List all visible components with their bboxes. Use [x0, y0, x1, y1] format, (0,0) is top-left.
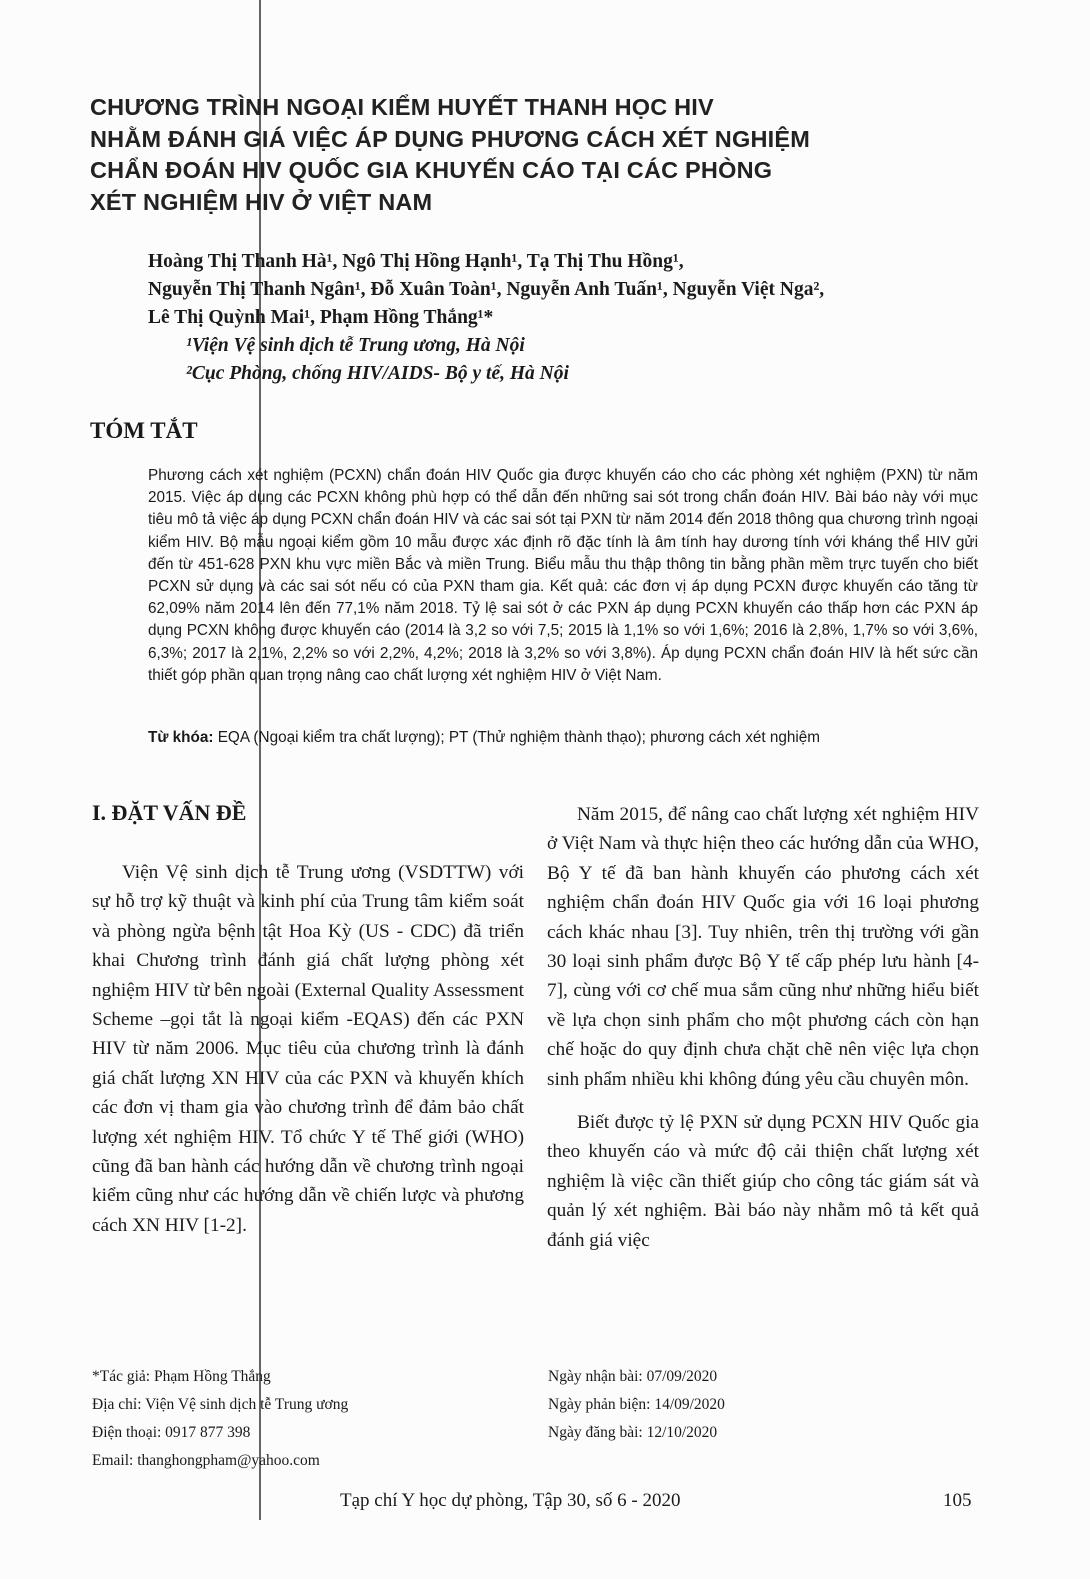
footer-line: Địa chỉ: Viện Vệ sinh dịch tễ Trung ương [92, 1396, 349, 1413]
page-number: 105 [943, 1490, 972, 1511]
affiliation: ²Cục Phòng, chống HIV/AIDS- Bộ y tế, Hà Nội [186, 363, 569, 384]
journal-citation: Tạp chí Y học dự phòng, Tập 30, số 6 - 2020 [340, 1490, 681, 1511]
abstract-text: Phương cách xét nghiệm (PCXN) chẩn đoán HIV Quốc gia được khuyến cáo cho các phòng xét nghiệm (PXN) từ năm 2015. Việc áp dụng các PCXN không phù hợp có thể dẫn đến những sai sót trong chẩn đoán HIV. Bài báo này với mục tiêu mô tả việc áp dụng PCXN chẩn đoán HIV và các sai sót tại PXN từ năm 2014 đến 2018 thông qua chương trình ngoại kiểm HIV. Bộ mẫu ngoại kiểm gồm 10 mẫu được xác định rõ đặc tính là âm tính hay dương tính với kháng thể HIV gửi đến từ 451-628 PXN khu vực miền Bắc và miền Trung. Biểu mẫu thu thập thông tin bằng phần mềm trực tuyến cho biết PCXN sử dụng và các sai sót nếu có của PXN tham gia. Kết quả: các đơn vị áp dụng PCXN được khuyến cáo tăng từ 62,09% năm 2014 lên đến 77,1% năm 2018. Tỷ lệ sai sót ở các PXN áp dụng PCXN khuyến cáo thấp hơn các PXN áp dụng PCXN không được khuyến cáo (2014 là 3,2 so với 7,5; 2015 là 1,1% so với 1,6%; 2016 là 2,8%, 1,7% so với 3,6%, 6,3%; 2017 là 2,1%, 2,2% so với 2,2%, 4,2%; 2018 là 3,2% so với 3,8%). Áp dụng PCXN chẩn đoán HIV là hết sức cần thiết góp phần quan trọng nâng cao chất lượng xét nghiệm HIV ở Việt Nam. [148, 467, 978, 684]
right-column [547, 800, 979, 1255]
author-line: Hoàng Thị Thanh Hà¹, Ngô Thị Hồng Hạnh¹, Tạ Thị Thu Hồng¹, [148, 251, 684, 272]
article-dates [548, 1363, 725, 1447]
title-line: CHƯƠNG TRÌNH NGOẠI KIỂM HUYẾT THANH HỌC HIV [90, 94, 714, 120]
section-heading: I. ĐẶT VẤN ĐỀ [92, 800, 247, 825]
article-title [90, 92, 940, 218]
keywords-text: EQA (Ngoại kiểm tra chất lượng); PT (Thử nghiệm thành thạo); phương cách xét nghiệm [213, 729, 821, 746]
body-paragraph: Biết được tỷ lệ PXN sử dụng PCXN HIV Quốc gia theo khuyến cáo và mức độ cải thiện chất lượng xét nghiệm là việc cần thiết giúp cho công tác giám sát và quản lý xét nghiệm. Bài báo này nhằm mô tả kết quả đánh giá việc [547, 1112, 979, 1251]
author-line: Nguyễn Thị Thanh Ngân¹, Đỗ Xuân Toàn¹, Nguyễn Anh Tuấn¹, Nguyễn Việt Nga², [148, 279, 825, 300]
title-line: CHẨN ĐOÁN HIV QUỐC GIA KHUYẾN CÁO TẠI CÁC PHÒNG [90, 157, 773, 183]
body-paragraph: Viện Vệ sinh dịch tễ Trung ương (VSDTTW) với sự hỗ trợ kỹ thuật và kinh phí của Trung tâm kiểm soát và phòng ngừa bệnh tật Hoa Kỳ (US - CDC) đã triển khai Chương trình đánh giá chất lượng phòng xét nghiệm HIV từ bên ngoài (External Quality Assessment Scheme –gọi tắt là ngoại kiểm -EQAS) đến các PXN HIV từ năm 2006. Mục tiêu của chương trình là đánh giá chất lượng XN HIV của các PXN và khuyến khích các đơn vị tham gia vào chương trình để đảm bảo chất lượng xét nghiệm HIV. Tổ chức Y tế Thế giới (WHO) cũng đã ban hành các hướng dẫn về chương trình ngoại kiểm cũng như các hướng dẫn về chiến lược và phương cách XN HIV [1-2]. [92, 862, 524, 1236]
corresponding-author-info [92, 1363, 348, 1475]
scan-fold-line [259, 0, 261, 1520]
footer-line: Điện thoại: 0917 877 398 [92, 1424, 251, 1441]
footer-line: Email: thanghongpham@yahoo.com [92, 1452, 320, 1469]
author-line: Lê Thị Quỳnh Mai¹, Phạm Hồng Thắng¹* [148, 307, 494, 328]
footer-line: Ngày đăng bài: 12/10/2020 [548, 1424, 718, 1441]
body-paragraph: Năm 2015, để nâng cao chất lượng xét nghiệm HIV ở Việt Nam và thực hiện theo các hướng dẫn của WHO, Bộ Y tế đã ban hành khuyến cáo phương cách xét nghiệm chẩn đoán HIV Quốc gia với 16 loại phương cách khác nhau [3]. Tuy nhiên, trên thị trường với gần 30 loại sinh phẩm được Bộ Y tế cấp phép lưu hành [4-7], cùng với cơ chế mua sắm cũng như những hiểu biết về lựa chọn sinh phẩm cho một phương cách còn hạn chế hoặc do quy định chưa chặt chẽ nên việc lựa chọn sinh phẩm nhiều khi không đúng yêu cầu chuyên môn. [547, 804, 979, 1090]
author-block [148, 248, 824, 388]
abstract-heading: TÓM TẮT [90, 418, 198, 443]
keywords [148, 729, 978, 747]
footer-line: *Tác giả: Phạm Hồng Thắng [92, 1368, 271, 1385]
footer-line: Ngày phản biện: 14/09/2020 [548, 1396, 725, 1413]
title-line: NHẰM ĐÁNH GIÁ VIỆC ÁP DỤNG PHƯƠNG CÁCH XÉT NGHIỆM [90, 125, 810, 152]
affiliation: ¹Viện Vệ sinh dịch tễ Trung ương, Hà Nội [186, 335, 525, 356]
keywords-label: Từ khóa: [148, 729, 214, 746]
title-line: XÉT NGHIỆM HIV Ở VIỆT NAM [90, 188, 433, 215]
left-column [92, 858, 524, 1240]
footer-line: Ngày nhận bài: 07/09/2020 [548, 1368, 718, 1385]
